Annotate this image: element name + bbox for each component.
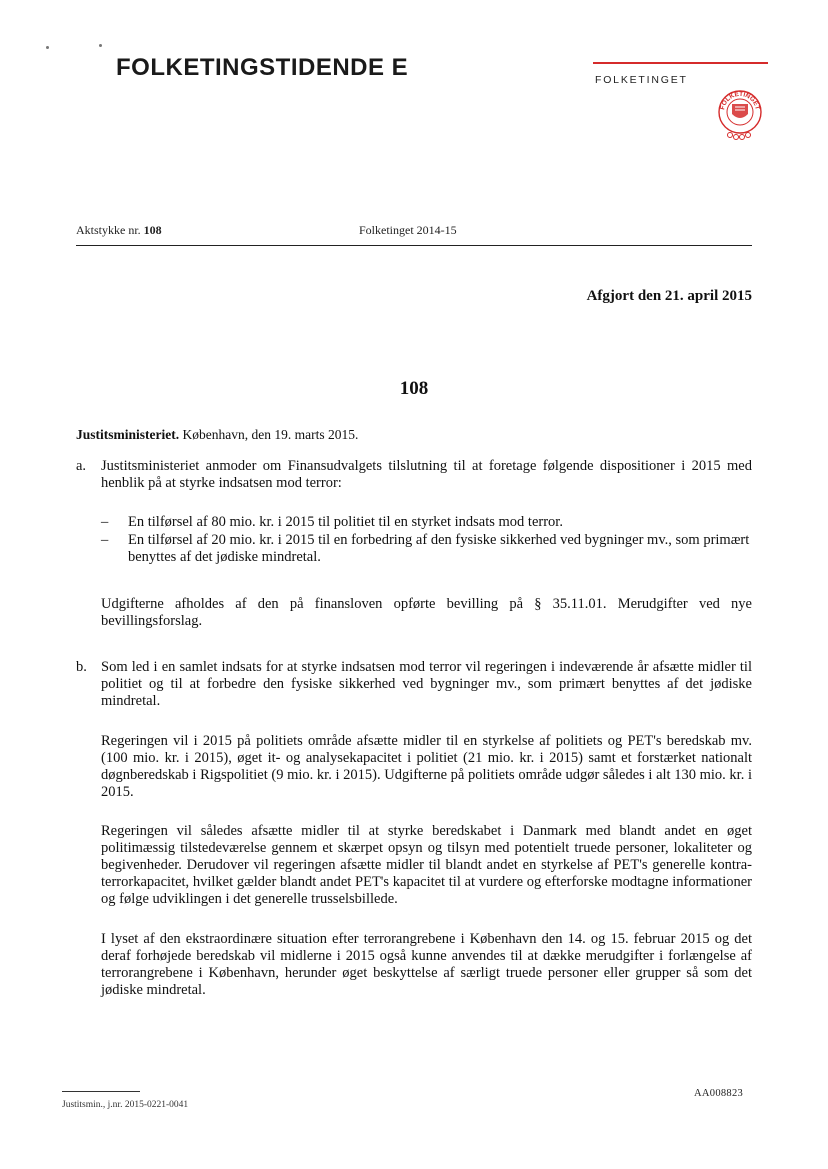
- scan-speck: [99, 44, 102, 47]
- ministry-line: [76, 427, 358, 443]
- svg-text:FOLKETINGET: FOLKETINGET: [719, 90, 761, 111]
- seal-icon: [716, 82, 764, 148]
- section-b-paragraph: I lyset af den ekstraordinære situation efter terrorangrebene i København den 14. og 15. februar 2015 og det deraf forhøjede beredskab vil midlerne i 2015 også kunne anvendes til at dække merudgifter i forlængelse af terrorangrebene i København, herunder øget beskyttelse af særligt truede personer eller grupper så som det jødiske mindretal.: [101, 931, 752, 998]
- ministry-name: Justitsministeriet.: [76, 427, 180, 442]
- footnote: Justitsmin., j.nr. 2015-0221-0041: [62, 1100, 189, 1110]
- document-code: AA008823: [694, 1088, 744, 1099]
- section-a-intro: Justitsministeriet anmoder om Finansudvalgets tilslutning til at foretage følgende dispositioner i 2015 med henblik på at styrke indsatsen mod terror:: [101, 458, 752, 491]
- publication-title: FOLKETINGSTIDENDE E: [116, 54, 409, 81]
- section-a-letter: a.: [76, 458, 87, 474]
- section-a-funding: Udgifterne afholdes af den på finansloven opførte bevilling på § 35.11.01. Merudgifter ved nye bevillingsforslag.: [101, 596, 752, 629]
- bullet-item: En tilførsel af 80 mio. kr. i 2015 til politiet til en styrket indsats mod terror.: [128, 514, 563, 530]
- footnote-rule: [62, 1091, 140, 1092]
- aktstykke-number: 108: [143, 223, 162, 237]
- scan-speck: [46, 46, 49, 49]
- aktstykke-reference: [76, 223, 162, 238]
- bullet-dash: –: [101, 514, 109, 530]
- meta-divider: [76, 245, 752, 246]
- section-b-letter: b.: [76, 659, 87, 675]
- bullet-dash: –: [101, 532, 109, 548]
- session-label: Folketinget 2014-15: [359, 223, 457, 237]
- place-date: København, den 19. marts 2015.: [182, 427, 359, 442]
- section-b-paragraph: Regeringen vil således afsætte midler til at styrke beredskabet i Danmark med blandt andet en øget politimæssig tilstedeværelse gennem et skærpet opsyn og tilsyn med potentielt truede personer, lokaliteter og begivenheder. Derudover vil regeringen afsætte midler til blandt andet en styrkelse af PET's generelle kontra-terrorkapacitet, hvilket gælder blandt andet PET's kapacitet til at vurdere og efterforske modtagne informationer og følge udviklingen i det generelle trusselsbillede.: [101, 823, 752, 907]
- section-b-paragraph: Som led i en samlet indsats for at styrke indsatsen mod terror vil regeringen i indeværende år afsætte midler til politiet og til at forbedre den fysiske sikkerhed ved bygninger mv., som primært benyttes af det jødiske mindretal.: [101, 659, 752, 709]
- institution-label: FOLKETINGET: [595, 74, 688, 86]
- header-red-rule: [593, 62, 768, 64]
- folketinget-seal-logo: [716, 82, 764, 148]
- bullet-item: En tilførsel af 20 mio. kr. i 2015 til en forbedring af den fysiske sikkerhed ved bygninger mv., som primært benyttes af det jødiske mindretal.: [128, 532, 750, 565]
- decision-date: Afgjort den 21. april 2015: [586, 288, 752, 304]
- section-b-paragraph: Regeringen vil i 2015 på politiets område afsætte midler til en styrkelse af politiets og PET's beredskab mv. (100 mio. kr. i 2015), øget it- og analysekapacitet i politiet (21 mio. kr. i 2015) samt et forstærket nationalt døgnberedskab i Rigspolitiet (9 mio. kr. i 2015). Udgifterne på politiets område udgør således i alt 130 mio. kr. i 2015.: [101, 733, 752, 800]
- document-number: 108: [399, 378, 429, 399]
- aktstykke-label: Aktstykke nr.: [76, 223, 141, 237]
